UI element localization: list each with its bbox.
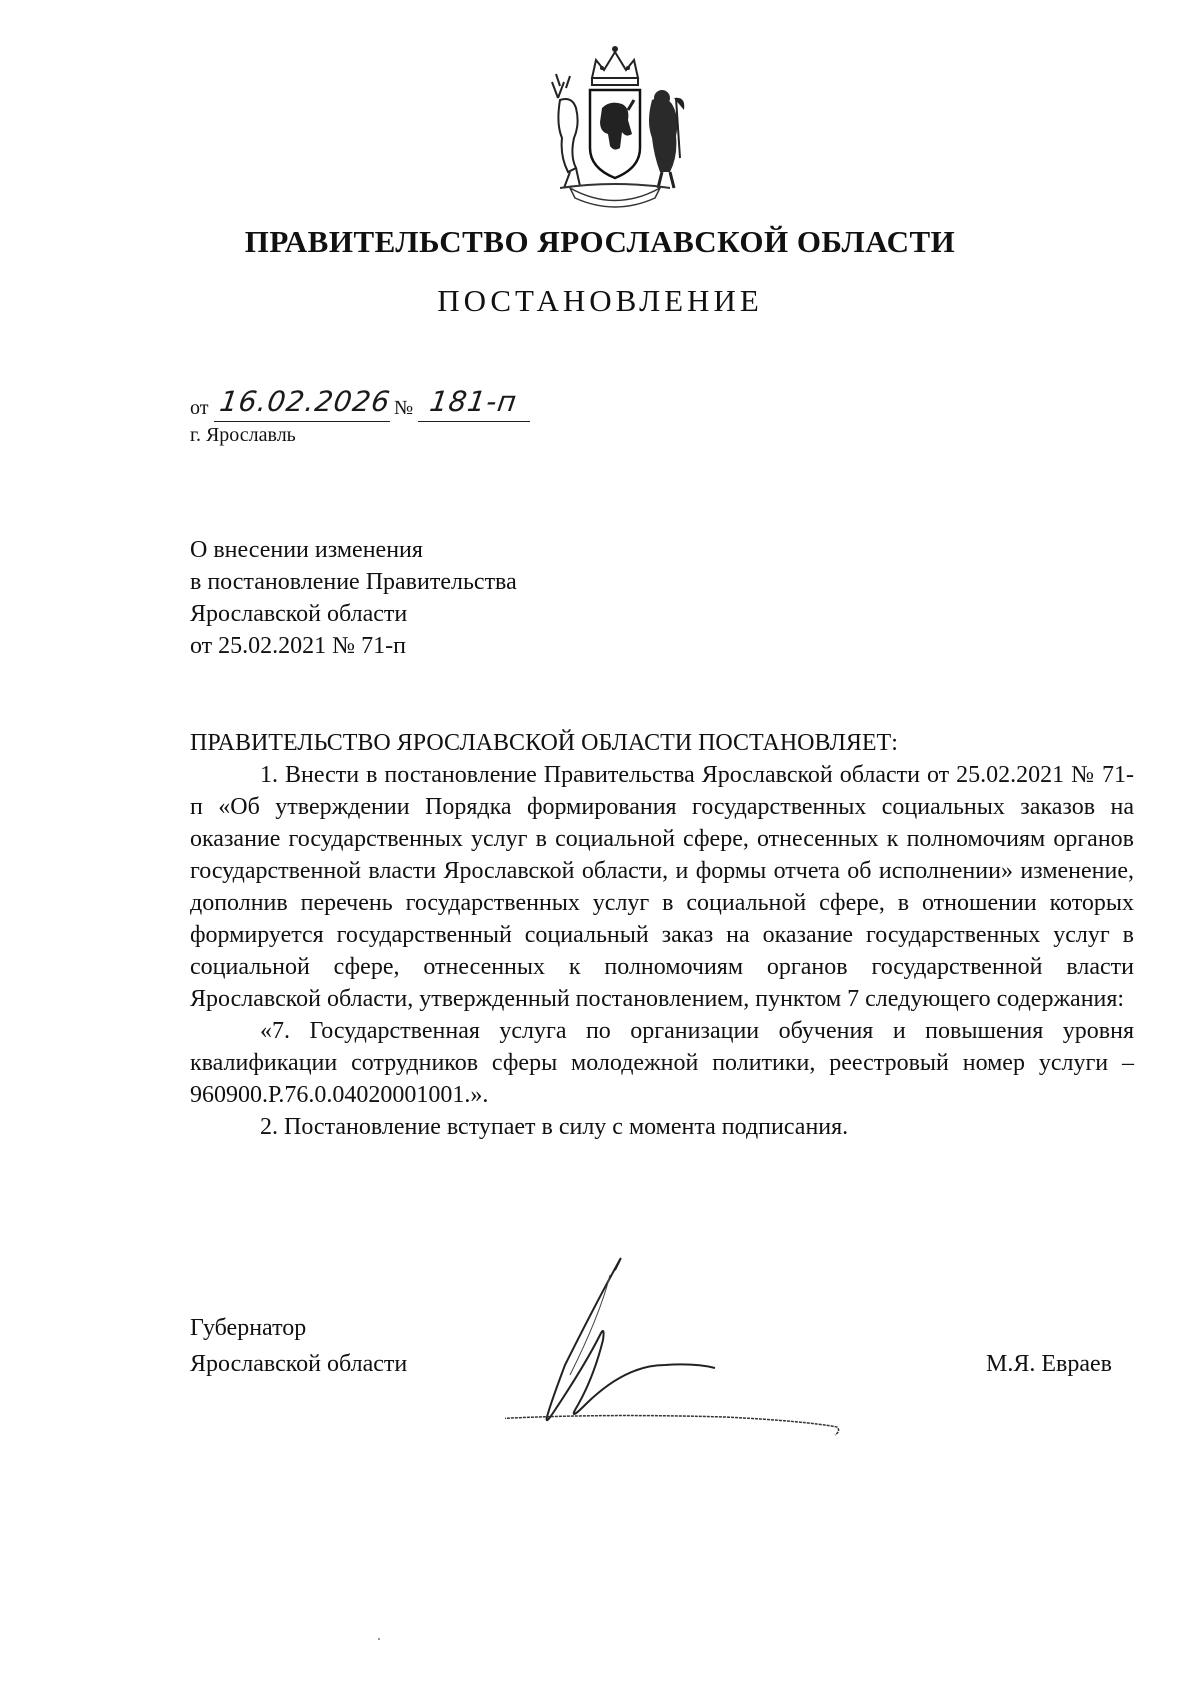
subject-line: Ярославской области — [190, 601, 408, 627]
position-line: Ярославской области — [190, 1351, 408, 1377]
government-title: ПРАВИТЕЛЬСТВО ЯРОСЛАВСКОЙ ОБЛАСТИ — [244, 224, 956, 259]
registration-number: 181-п — [427, 385, 520, 418]
handwritten-signature-icon — [505, 1245, 915, 1455]
subject-line: О внесении изменения — [190, 537, 423, 563]
document-subject — [190, 534, 517, 662]
item-2: 2. Постановление вступает в силу с момента подписания. — [260, 1114, 849, 1140]
item-1-quote: «7. Государственная услуга по организации обучения и повышения уровня квалификации сотрудников сферы молодежной политики, реестровый номер услуги – 960900.Р.76.0.04020001001.». — [190, 1018, 1134, 1108]
yaroslavl-oblast-coat-of-arms-icon — [530, 38, 700, 208]
decree-heading: ПРАВИТЕЛЬСТВО ЯРОСЛАВСКОЙ ОБЛАСТИ ПОСТАНОВЛЯЕТ: — [190, 730, 898, 756]
registration-line — [190, 385, 570, 424]
signatory-name: М.Я. Евраев — [986, 1351, 1112, 1377]
date-underline — [214, 421, 390, 422]
document-body — [190, 727, 1134, 1143]
subject-line: в постановление Правительства — [190, 569, 517, 595]
registration-date: 16.02.2026 — [217, 385, 393, 418]
document-type: ПОСТАНОВЛЕНИЕ — [437, 283, 763, 318]
position-line: Губернатор — [190, 1315, 307, 1341]
date-prefix: от — [190, 397, 209, 419]
city: г. Ярославль — [190, 424, 296, 446]
number-underline — [418, 421, 530, 422]
subject-line: от 25.02.2021 № 71-п — [190, 633, 406, 659]
number-prefix: № — [394, 397, 414, 419]
item-1: 1. Внести в постановление Правительства Ярославской области от 25.02.2021 № 71-п «Об утверждении Порядка формирования государственных социальных заказов на оказание государственных услуг в социальной сфере, отнесенных к полномочиям органов государственной власти Ярославской области, и формы отчета об исполнении» изменение, дополнив перечень государственных услуг в социальной сфере, в отношении которых формируется государственный социальный заказ на оказание государственных услуг в социальной сфере, отнесенных к полномочиям органов государственной власти Ярославской области, утвержденный постановлением, пунктом 7 следующего содержания: — [190, 762, 1134, 1012]
signatory-position — [190, 1310, 407, 1382]
scan-speck — [378, 1638, 380, 1640]
